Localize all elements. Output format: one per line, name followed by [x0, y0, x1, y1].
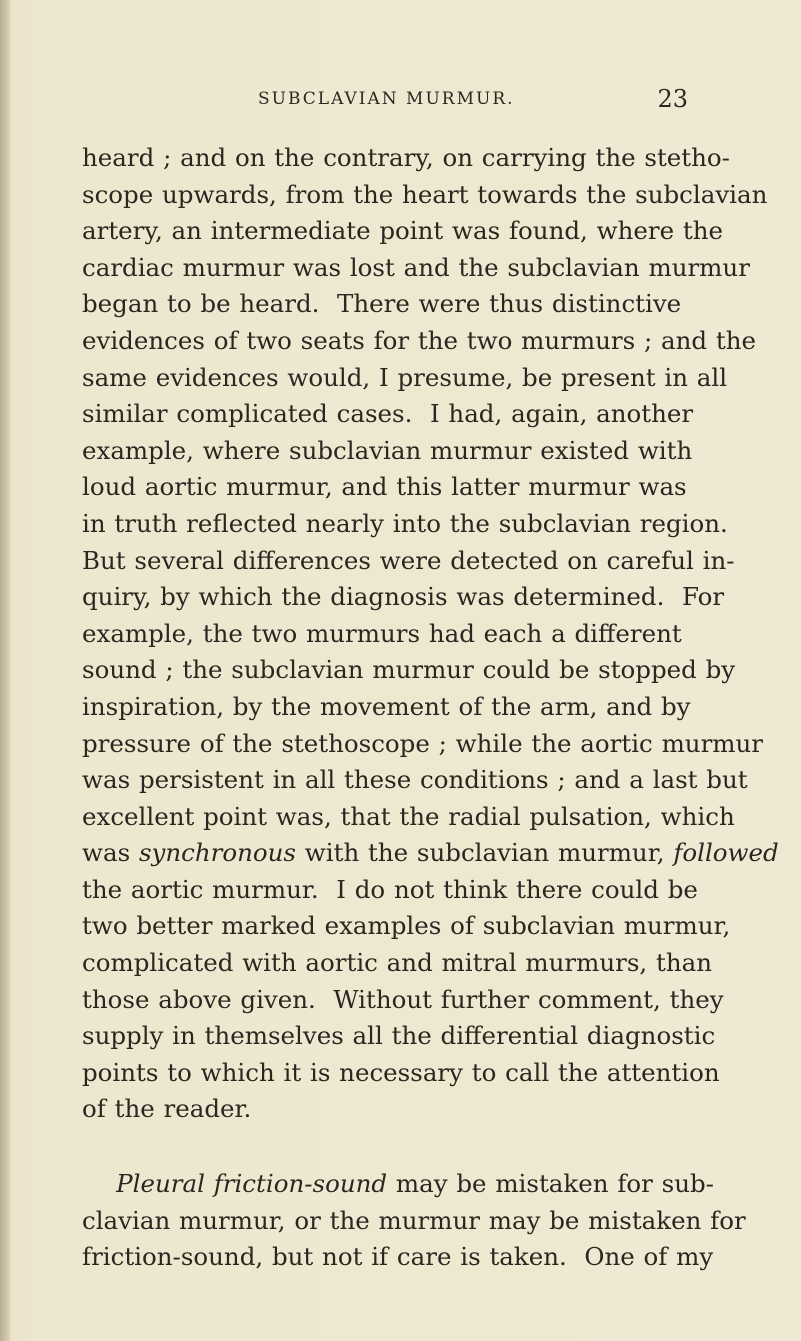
text-line	[82, 945, 712, 982]
paragraph	[82, 1166, 746, 1276]
text-segment: artery, an intermediate point was found, where the	[82, 216, 723, 246]
text-segment: similar complicated cases. I had, again, another	[82, 399, 694, 429]
text-line	[82, 469, 687, 506]
text-segment: evidences of two seats for the two murmurs ; and the	[82, 325, 756, 355]
text-segment: complicated with aortic and mitral murmurs, than	[82, 948, 712, 978]
text-segment: heard ; and on the contrary, on carrying the stetho-	[82, 143, 730, 172]
italic-text: Pleural friction-sound	[116, 1169, 388, 1199]
text-segment: those above given. Without further comment, they	[82, 984, 724, 1014]
page-number: 23	[657, 85, 688, 113]
text-line	[82, 579, 725, 616]
text-segment: But several differences were detected on careful in-	[82, 545, 735, 575]
paragraph	[82, 140, 779, 1128]
page-header	[258, 85, 688, 115]
text-line	[82, 1055, 720, 1092]
text-line	[82, 652, 736, 689]
text-line	[82, 872, 698, 909]
italic-text: synchronous	[138, 838, 296, 868]
text-line	[82, 323, 756, 360]
text-segment: pressure of the stethoscope ; while the aortic murmur	[82, 728, 764, 758]
text-line	[82, 177, 768, 214]
text-segment: quiry, by which the diagnosis was determined. For	[82, 582, 725, 612]
text-segment: two better marked examples of subclavian murmur,	[82, 911, 731, 941]
text-segment: the aortic murmur. I do not think there could be	[82, 874, 698, 904]
text-segment: may be mistaken for sub-	[387, 1169, 714, 1199]
text-line	[82, 140, 730, 177]
body-text	[82, 140, 779, 1276]
text-segment: example, the two murmurs had each a different	[82, 618, 682, 648]
page-binding-edge	[0, 0, 10, 1341]
text-line	[82, 543, 735, 580]
text-segment: supply in themselves all the differential diagnostic	[82, 1021, 716, 1051]
text-line	[82, 726, 764, 763]
text-line	[82, 360, 728, 397]
text-line	[82, 689, 691, 726]
running-head: SUBCLAVIAN MURMUR.	[258, 89, 515, 109]
text-segment: scope upwards, from the heart towards the subclavian	[82, 179, 768, 209]
text-line	[82, 1091, 682, 1128]
text-line	[82, 506, 728, 543]
text-segment	[82, 1169, 116, 1198]
text-segment: began to be heard. There were thus distinctive	[82, 289, 682, 319]
text-segment: loud aortic murmur, and this latter murmur was	[82, 472, 687, 502]
text-segment: points to which it is necessary to call the attention	[82, 1057, 720, 1087]
text-segment: was	[82, 838, 139, 868]
text-segment: was persistent in all these conditions ; and a last but	[82, 765, 748, 795]
text-segment: clavian murmur, or the murmur may be mistaken for	[82, 1205, 746, 1235]
text-line	[82, 835, 779, 872]
text-line	[82, 799, 735, 836]
text-line	[82, 433, 693, 470]
text-segment: of the reader.	[82, 1094, 252, 1124]
text-line	[82, 762, 748, 799]
text-line	[82, 396, 694, 433]
text-line	[82, 286, 682, 323]
text-segment: example, where subclavian murmur existed with	[82, 435, 693, 465]
text-line	[82, 250, 750, 287]
text-segment: same evidences would, I presume, be present in all	[82, 362, 728, 392]
text-segment: in truth reflected nearly into the subclavian region.	[82, 508, 728, 538]
text-line	[82, 908, 731, 945]
italic-text: followed	[673, 838, 779, 868]
text-segment: excellent point was, that the radial pulsation, which	[82, 801, 735, 831]
text-segment: sound ; the subclavian murmur could be stopped by	[82, 655, 736, 685]
text-segment: friction-sound, but not if care is taken. One of my	[82, 1242, 714, 1272]
text-line	[82, 213, 723, 250]
paragraph-gap	[82, 1128, 682, 1166]
text-line	[82, 982, 724, 1019]
text-line	[82, 616, 682, 653]
text-segment: with the subclavian murmur,	[296, 838, 674, 868]
text-segment: inspiration, by the movement of the arm, and by	[82, 691, 691, 721]
text-line	[82, 1203, 746, 1240]
text-segment: cardiac murmur was lost and the subclavian murmur	[82, 252, 750, 282]
text-line	[82, 1018, 716, 1055]
text-line	[82, 1239, 714, 1276]
text-line	[82, 1166, 714, 1203]
